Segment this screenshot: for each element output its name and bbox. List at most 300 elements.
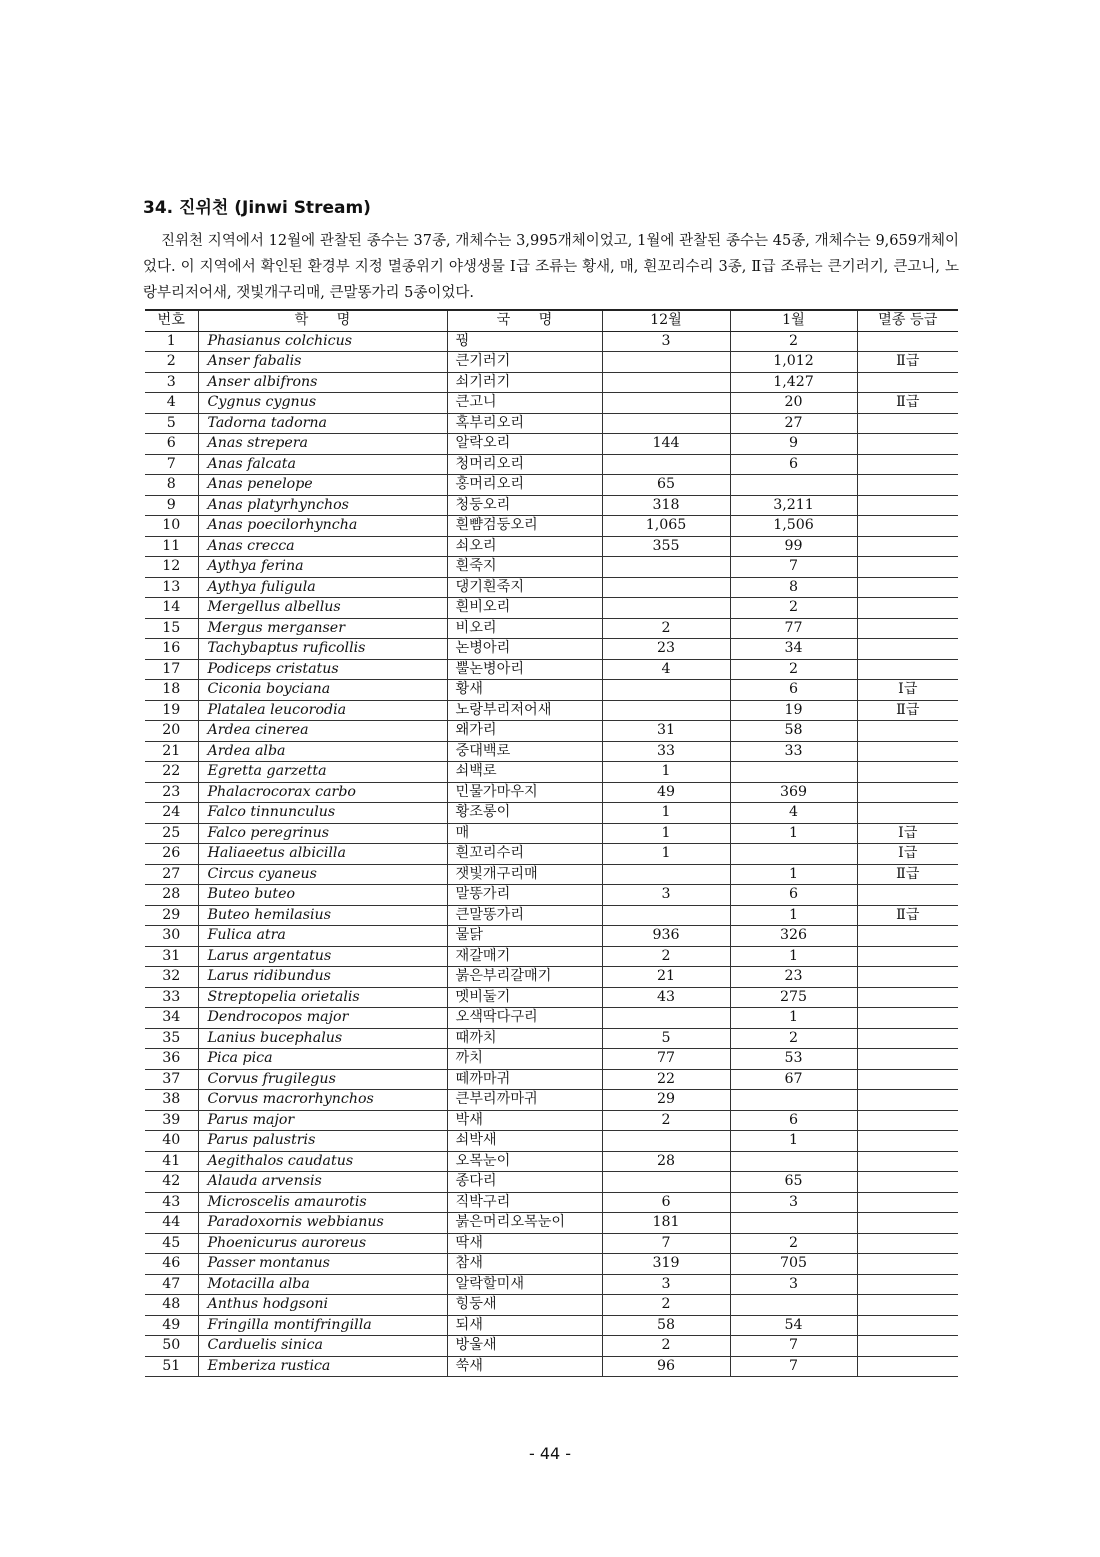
row-number: 6	[145, 434, 198, 455]
december-count	[602, 372, 730, 393]
january-count: 2	[730, 1028, 857, 1049]
table-row	[145, 434, 958, 455]
december-count: 6	[602, 1192, 730, 1213]
table-row	[145, 393, 958, 414]
row-number: 25	[145, 823, 198, 844]
page-number: - 44 -	[528, 1444, 572, 1463]
january-count: 7	[730, 1356, 857, 1377]
scientific-name: Anthus hodgsoni	[198, 1295, 447, 1316]
korean-name: 꿩	[447, 331, 602, 352]
january-count: 4	[730, 803, 857, 824]
january-count: 326	[730, 926, 857, 947]
january-count: 1	[730, 946, 857, 967]
scientific-name: Phalacrocorax carbo	[198, 782, 447, 803]
row-number: 17	[145, 659, 198, 680]
scientific-name: Fringilla montifringilla	[198, 1315, 447, 1336]
table-row	[145, 639, 958, 660]
row-number: 28	[145, 885, 198, 906]
header-korean-name: 국 명	[447, 310, 602, 331]
december-count: 29	[602, 1090, 730, 1111]
table-row	[145, 1233, 958, 1254]
december-count: 2	[602, 1295, 730, 1316]
korean-name: 오색딱다구리	[447, 1008, 602, 1029]
december-count	[602, 864, 730, 885]
table-row	[145, 413, 958, 434]
december-count: 43	[602, 987, 730, 1008]
table-row	[145, 454, 958, 475]
row-number: 4	[145, 393, 198, 414]
row-number: 36	[145, 1049, 198, 1070]
december-count: 31	[602, 721, 730, 742]
january-count: 2	[730, 1233, 857, 1254]
december-count	[602, 413, 730, 434]
table-row	[145, 557, 958, 578]
table-row	[145, 721, 958, 742]
table-row	[145, 1315, 958, 1336]
scientific-name: Aythya fuligula	[198, 577, 447, 598]
table-row	[145, 885, 958, 906]
table-row	[145, 659, 958, 680]
scientific-name: Falco tinnunculus	[198, 803, 447, 824]
row-number: 33	[145, 987, 198, 1008]
korean-name: 붉은머리오목눈이	[447, 1213, 602, 1234]
table-row	[145, 618, 958, 639]
row-number: 20	[145, 721, 198, 742]
table-row	[145, 1090, 958, 1111]
table-row	[145, 946, 958, 967]
table-row	[145, 1008, 958, 1029]
table-row	[145, 1254, 958, 1275]
korean-name: 물닭	[447, 926, 602, 947]
scientific-name: Aegithalos caudatus	[198, 1151, 447, 1172]
endangered-grade	[857, 946, 958, 967]
korean-name: 쇠오리	[447, 536, 602, 557]
table-row	[145, 967, 958, 988]
january-count: 53	[730, 1049, 857, 1070]
korean-name: 노랑부리저어새	[447, 700, 602, 721]
scientific-name: Anser fabalis	[198, 352, 447, 373]
january-count	[730, 1151, 857, 1172]
endangered-grade	[857, 1254, 958, 1275]
january-count	[730, 1090, 857, 1111]
row-number: 29	[145, 905, 198, 926]
row-number: 16	[145, 639, 198, 660]
table-row	[145, 803, 958, 824]
korean-name: 재갈매기	[447, 946, 602, 967]
scientific-name: Fulica atra	[198, 926, 447, 947]
endangered-grade	[857, 536, 958, 557]
header-number: 번호	[145, 310, 198, 331]
korean-name: 되새	[447, 1315, 602, 1336]
korean-name: 중대백로	[447, 741, 602, 762]
korean-name: 종다리	[447, 1172, 602, 1193]
endangered-grade	[857, 516, 958, 537]
korean-name: 댕기흰죽지	[447, 577, 602, 598]
endangered-grade: Ⅰ급	[857, 680, 958, 701]
january-count: 1,012	[730, 352, 857, 373]
row-number: 12	[145, 557, 198, 578]
december-count: 22	[602, 1069, 730, 1090]
endangered-grade	[857, 721, 958, 742]
korean-name: 흰뺨검둥오리	[447, 516, 602, 537]
january-count: 1	[730, 1131, 857, 1152]
row-number: 26	[145, 844, 198, 865]
korean-name: 박새	[447, 1110, 602, 1131]
january-count	[730, 762, 857, 783]
endangered-grade	[857, 1008, 958, 1029]
row-number: 34	[145, 1008, 198, 1029]
january-count: 58	[730, 721, 857, 742]
row-number: 48	[145, 1295, 198, 1316]
january-count: 369	[730, 782, 857, 803]
table-row	[145, 1274, 958, 1295]
january-count: 54	[730, 1315, 857, 1336]
row-number: 51	[145, 1356, 198, 1377]
korean-name: 민물가마우지	[447, 782, 602, 803]
endangered-grade	[857, 885, 958, 906]
january-count: 3,211	[730, 495, 857, 516]
scientific-name: Parus palustris	[198, 1131, 447, 1152]
january-count: 65	[730, 1172, 857, 1193]
endangered-grade: Ⅱ급	[857, 864, 958, 885]
scientific-name: Anas poecilorhyncha	[198, 516, 447, 537]
scientific-name: Buteo buteo	[198, 885, 447, 906]
row-number: 2	[145, 352, 198, 373]
scientific-name: Passer montanus	[198, 1254, 447, 1275]
december-count	[602, 1131, 730, 1152]
korean-name: 큰고니	[447, 393, 602, 414]
scientific-name: Corvus macrorhynchos	[198, 1090, 447, 1111]
row-number: 18	[145, 680, 198, 701]
scientific-name: Carduelis sinica	[198, 1336, 447, 1357]
row-number: 15	[145, 618, 198, 639]
endangered-grade	[857, 803, 958, 824]
row-number: 41	[145, 1151, 198, 1172]
december-count	[602, 700, 730, 721]
scientific-name: Emberiza rustica	[198, 1356, 447, 1377]
korean-name: 알락할미새	[447, 1274, 602, 1295]
endangered-grade	[857, 618, 958, 639]
row-number: 50	[145, 1336, 198, 1357]
row-number: 47	[145, 1274, 198, 1295]
endangered-grade	[857, 557, 958, 578]
january-count: 1,427	[730, 372, 857, 393]
endangered-grade	[857, 1049, 958, 1070]
row-number: 10	[145, 516, 198, 537]
header-december: 12월	[602, 310, 730, 331]
korean-name: 까치	[447, 1049, 602, 1070]
scientific-name: Buteo hemilasius	[198, 905, 447, 926]
endangered-grade: Ⅰ급	[857, 823, 958, 844]
december-count	[602, 1008, 730, 1029]
scientific-name: Alauda arvensis	[198, 1172, 447, 1193]
endangered-grade	[857, 1295, 958, 1316]
section-title: 34. 진위천 (Jinwi Stream)	[143, 198, 371, 218]
december-count: 5	[602, 1028, 730, 1049]
scientific-name: Phoenicurus auroreus	[198, 1233, 447, 1254]
january-count: 7	[730, 557, 857, 578]
scientific-name: Motacilla alba	[198, 1274, 447, 1295]
korean-name: 논병아리	[447, 639, 602, 660]
scientific-name: Mergus merganser	[198, 618, 447, 639]
january-count: 1	[730, 905, 857, 926]
december-count: 319	[602, 1254, 730, 1275]
table-row	[145, 1356, 958, 1377]
korean-name: 뿔논병아리	[447, 659, 602, 680]
row-number: 22	[145, 762, 198, 783]
scientific-name: Streptopelia orietalis	[198, 987, 447, 1008]
december-count: 318	[602, 495, 730, 516]
endangered-grade	[857, 1151, 958, 1172]
row-number: 46	[145, 1254, 198, 1275]
header-january: 1월	[730, 310, 857, 331]
january-count: 705	[730, 1254, 857, 1275]
scientific-name: Larus argentatus	[198, 946, 447, 967]
row-number: 37	[145, 1069, 198, 1090]
endangered-grade	[857, 1274, 958, 1295]
row-number: 21	[145, 741, 198, 762]
table-row	[145, 864, 958, 885]
row-number: 3	[145, 372, 198, 393]
scientific-name: Anser albifrons	[198, 372, 447, 393]
endangered-grade	[857, 598, 958, 619]
december-count: 3	[602, 331, 730, 352]
korean-name: 혹부리오리	[447, 413, 602, 434]
row-number: 23	[145, 782, 198, 803]
january-count: 8	[730, 577, 857, 598]
scientific-name: Tachybaptus ruficollis	[198, 639, 447, 660]
korean-name: 붉은부리갈매기	[447, 967, 602, 988]
december-count	[602, 557, 730, 578]
endangered-grade	[857, 762, 958, 783]
december-count	[602, 577, 730, 598]
scientific-name: Microscelis amaurotis	[198, 1192, 447, 1213]
endangered-grade	[857, 1356, 958, 1377]
endangered-grade	[857, 1131, 958, 1152]
scientific-name: Haliaeetus albicilla	[198, 844, 447, 865]
december-count: 2	[602, 1336, 730, 1357]
endangered-grade	[857, 782, 958, 803]
korean-name: 황새	[447, 680, 602, 701]
december-count: 65	[602, 475, 730, 496]
korean-name: 딱새	[447, 1233, 602, 1254]
scientific-name: Aythya ferina	[198, 557, 447, 578]
korean-name: 힝둥새	[447, 1295, 602, 1316]
endangered-grade	[857, 659, 958, 680]
endangered-grade: Ⅱ급	[857, 905, 958, 926]
endangered-grade: Ⅱ급	[857, 352, 958, 373]
header-endangered-grade: 멸종 등급	[857, 310, 958, 331]
korean-name: 쇠기러기	[447, 372, 602, 393]
december-count: 23	[602, 639, 730, 660]
january-count: 6	[730, 1110, 857, 1131]
endangered-grade	[857, 577, 958, 598]
january-count: 2	[730, 659, 857, 680]
row-number: 5	[145, 413, 198, 434]
row-number: 8	[145, 475, 198, 496]
december-count	[602, 598, 730, 619]
december-count: 2	[602, 1110, 730, 1131]
table-row	[145, 844, 958, 865]
korean-name: 쇠백로	[447, 762, 602, 783]
korean-name: 흰꼬리수리	[447, 844, 602, 865]
scientific-name: Podiceps cristatus	[198, 659, 447, 680]
january-count: 2	[730, 331, 857, 352]
row-number: 31	[145, 946, 198, 967]
table-body	[145, 331, 958, 1377]
december-count: 1	[602, 762, 730, 783]
january-count: 19	[730, 700, 857, 721]
january-count: 77	[730, 618, 857, 639]
table-row	[145, 987, 958, 1008]
table-row	[145, 700, 958, 721]
december-count: 1	[602, 823, 730, 844]
endangered-grade	[857, 413, 958, 434]
january-count: 1,506	[730, 516, 857, 537]
row-number: 35	[145, 1028, 198, 1049]
scientific-name: Cygnus cygnus	[198, 393, 447, 414]
january-count: 23	[730, 967, 857, 988]
row-number: 42	[145, 1172, 198, 1193]
january-count: 3	[730, 1274, 857, 1295]
scientific-name: Ardea cinerea	[198, 721, 447, 742]
korean-name: 큰기러기	[447, 352, 602, 373]
december-count	[602, 454, 730, 475]
table-row	[145, 1192, 958, 1213]
species-table	[145, 309, 958, 1377]
table-row	[145, 680, 958, 701]
december-count: 77	[602, 1049, 730, 1070]
korean-name: 말똥가리	[447, 885, 602, 906]
january-count: 9	[730, 434, 857, 455]
intro-paragraph	[143, 228, 959, 306]
row-number: 43	[145, 1192, 198, 1213]
table-row	[145, 516, 958, 537]
december-count: 96	[602, 1356, 730, 1377]
table-row	[145, 475, 958, 496]
korean-name: 흰죽지	[447, 557, 602, 578]
endangered-grade	[857, 639, 958, 660]
row-number: 7	[145, 454, 198, 475]
table-row	[145, 1049, 958, 1070]
endangered-grade	[857, 1233, 958, 1254]
scientific-name: Falco peregrinus	[198, 823, 447, 844]
endangered-grade	[857, 967, 958, 988]
endangered-grade	[857, 434, 958, 455]
endangered-grade	[857, 1028, 958, 1049]
korean-name: 황조롱이	[447, 803, 602, 824]
korean-name: 큰말똥가리	[447, 905, 602, 926]
endangered-grade: Ⅱ급	[857, 393, 958, 414]
endangered-grade	[857, 1090, 958, 1111]
korean-name: 큰부리까마귀	[447, 1090, 602, 1111]
table-row	[145, 372, 958, 393]
january-count: 1	[730, 823, 857, 844]
endangered-grade	[857, 372, 958, 393]
table-row	[145, 1110, 958, 1131]
january-count: 1	[730, 864, 857, 885]
table-row	[145, 1172, 958, 1193]
december-count: 49	[602, 782, 730, 803]
scientific-name: Paradoxornis webbianus	[198, 1213, 447, 1234]
korean-name: 왜가리	[447, 721, 602, 742]
table-row	[145, 598, 958, 619]
endangered-grade	[857, 1213, 958, 1234]
december-count: 181	[602, 1213, 730, 1234]
endangered-grade	[857, 454, 958, 475]
scientific-name: Larus ridibundus	[198, 967, 447, 988]
january-count: 27	[730, 413, 857, 434]
scientific-name: Anas platyrhynchos	[198, 495, 447, 516]
table-row	[145, 782, 958, 803]
december-count	[602, 1172, 730, 1193]
table-row	[145, 495, 958, 516]
january-count: 34	[730, 639, 857, 660]
table-row	[145, 741, 958, 762]
row-number: 11	[145, 536, 198, 557]
row-number: 44	[145, 1213, 198, 1234]
scientific-name: Anas strepera	[198, 434, 447, 455]
korean-name: 쑥새	[447, 1356, 602, 1377]
scientific-name: Circus cyaneus	[198, 864, 447, 885]
december-count: 1,065	[602, 516, 730, 537]
january-count	[730, 1213, 857, 1234]
endangered-grade	[857, 331, 958, 352]
january-count: 275	[730, 987, 857, 1008]
scientific-name: Corvus frugilegus	[198, 1069, 447, 1090]
endangered-grade: Ⅰ급	[857, 844, 958, 865]
korean-name: 알락오리	[447, 434, 602, 455]
january-count	[730, 1295, 857, 1316]
scientific-name: Platalea leucorodia	[198, 700, 447, 721]
scientific-name: Lanius bucephalus	[198, 1028, 447, 1049]
december-count: 144	[602, 434, 730, 455]
endangered-grade	[857, 1110, 958, 1131]
scientific-name: Ardea alba	[198, 741, 447, 762]
endangered-grade	[857, 495, 958, 516]
january-count: 3	[730, 1192, 857, 1213]
korean-name: 비오리	[447, 618, 602, 639]
scientific-name: Ciconia boyciana	[198, 680, 447, 701]
december-count: 2	[602, 946, 730, 967]
december-count: 355	[602, 536, 730, 557]
table-row	[145, 1213, 958, 1234]
december-count: 3	[602, 885, 730, 906]
december-count: 936	[602, 926, 730, 947]
december-count: 21	[602, 967, 730, 988]
january-count: 67	[730, 1069, 857, 1090]
table-row	[145, 1336, 958, 1357]
endangered-grade	[857, 1192, 958, 1213]
endangered-grade	[857, 926, 958, 947]
table-row	[145, 1131, 958, 1152]
scientific-name: Dendrocopos major	[198, 1008, 447, 1029]
scientific-name: Anas crecca	[198, 536, 447, 557]
row-number: 32	[145, 967, 198, 988]
table-row	[145, 823, 958, 844]
row-number: 14	[145, 598, 198, 619]
endangered-grade: Ⅱ급	[857, 700, 958, 721]
korean-name: 참새	[447, 1254, 602, 1275]
table-row	[145, 905, 958, 926]
table-row	[145, 352, 958, 373]
table-header-row	[145, 310, 958, 331]
january-count: 99	[730, 536, 857, 557]
december-count: 58	[602, 1315, 730, 1336]
korean-name: 잿빛개구리매	[447, 864, 602, 885]
korean-name: 흰비오리	[447, 598, 602, 619]
scientific-name: Phasianus colchicus	[198, 331, 447, 352]
